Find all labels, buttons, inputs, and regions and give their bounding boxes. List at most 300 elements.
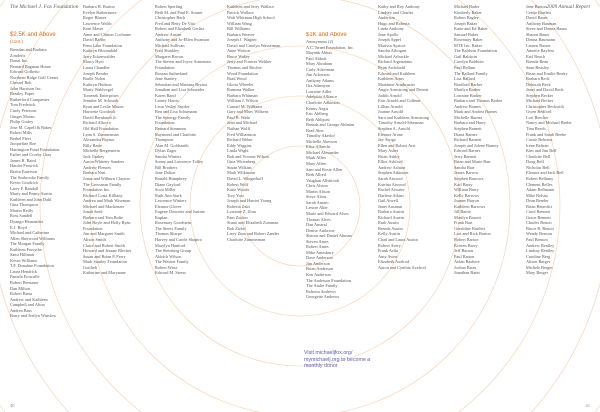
donor-name: Ellen and Robert Arzt	[378, 142, 416, 148]
donor-name: Andrea Bass	[10, 307, 32, 313]
donor-name: Marty and Penny Austin	[10, 191, 52, 197]
donor-name: Kathleen and Jerry Wallace	[227, 4, 275, 9]
donor-name: Beth Allred	[306, 172, 326, 178]
donor-name: Gail Atwell	[378, 198, 398, 204]
donor-name: Robert Wirtz	[155, 264, 178, 270]
donor-name: Raymond and Charlotte	[155, 131, 197, 137]
donor-name: Anne Wotton	[227, 48, 250, 54]
donor-name: Edward M. Steers	[155, 270, 186, 276]
donor-name: Diane Gaylord	[155, 181, 181, 187]
donor-name: Marianne Armbruster	[378, 81, 416, 87]
donor-name: Brenda Austin	[378, 225, 403, 231]
donor-name: Joanne Barron	[454, 198, 479, 204]
donor-name: Lawrence Walsh	[83, 20, 112, 26]
donor-name: Rosemary Goodstein	[155, 220, 192, 226]
donor-name: Michael and Catherine	[10, 230, 50, 236]
donor-name: Alan M. Goldsmith	[155, 142, 189, 148]
donor-name: Robert Mills	[10, 130, 32, 136]
donor-name: Mark Allen	[306, 155, 326, 161]
donor-name: Andrew Flenzes	[83, 164, 112, 170]
donor-name: Joseph Bender	[83, 70, 109, 76]
donor-name: Joseph and Harriet Young	[227, 198, 272, 204]
donor-name: Sarah Amaro	[306, 199, 329, 205]
donor-name: Ruth Ann Stark	[155, 192, 182, 198]
donor-name: Barbara and Thomas Barker	[454, 98, 503, 104]
donor-name: Sara and Kathleen Armstrong	[378, 114, 429, 120]
donor-name: Adam Bellmann	[526, 187, 555, 193]
donor-name: Dean Bender	[526, 198, 549, 204]
donor-name: Deborah Beck	[526, 81, 551, 87]
donor-name: Robert Barta	[10, 291, 33, 297]
donor-name: Nancy and Michael Beebe	[526, 120, 572, 126]
donor-name: David L. Wingerhoff	[227, 175, 264, 181]
donor-name: Christopher Beckwith	[526, 103, 564, 109]
donor-name: Katie and Ed Baker	[454, 26, 488, 32]
donor-name: Annette Bayless	[526, 48, 555, 54]
donor-name: Marissa Apricot	[378, 42, 406, 48]
donor-name: Lindsey and Charles	[378, 9, 414, 15]
donor-name: Bentley Paper	[10, 91, 35, 97]
donor-name: Lori Beecher	[526, 114, 549, 120]
donor-name: Michael Bader	[454, 4, 480, 9]
donor-name: The Morgan Family	[10, 241, 45, 247]
donor-name: Marty Waldvogel	[83, 87, 114, 93]
donor-name: Kathleen Arms	[378, 76, 404, 82]
donor-name: The Weston Family	[155, 259, 189, 265]
donor-name: The Ballard Family	[454, 70, 488, 76]
donor-name: Mary Berger	[526, 270, 548, 276]
donor-name: Alison Berger	[526, 259, 551, 265]
donor-name: Gina Thompson	[10, 202, 38, 208]
donor-name: Mary Asher	[378, 148, 399, 154]
donor-name: Lori and Rick Barton	[454, 231, 491, 237]
donor-name: Zonderis	[10, 52, 26, 58]
donor-name: Carolyn Baldwin	[454, 59, 484, 65]
donor-name: Thompson	[155, 137, 174, 143]
donor-name: Chessel Reh	[10, 80, 32, 86]
donor-name: Jonah Seed	[83, 209, 103, 215]
donor-name: Stephen Becker	[526, 92, 554, 98]
donor-name: Clement Belles	[526, 181, 553, 187]
donor-name: The Anderson Foundation	[306, 277, 351, 283]
donor-name: Tina Beech	[526, 126, 546, 132]
donor-name: Paul Bellum	[454, 65, 476, 71]
donor-name: Rosemary Baker	[454, 37, 483, 43]
donor-name: Frank Avila	[378, 248, 399, 254]
donor-name: Katie Woods	[227, 187, 250, 193]
donor-name: Jay Arrigo	[378, 137, 397, 143]
donor-name: Anthony Adams	[306, 77, 335, 83]
donor-name: Lorraine Z. Zinn	[227, 209, 256, 215]
donor-name: Jose M. Capell & Baker	[10, 124, 52, 130]
donor-column-1	[10, 32, 70, 319]
donor-name: The Steers Family	[155, 225, 187, 231]
donor-name: Andrew and Kathleen	[10, 296, 48, 302]
donor-name: Bob and Yvonne Wilson	[227, 153, 269, 159]
donor-name: Alexandra Baynor	[83, 137, 115, 143]
donor-name: Roger Bhater	[83, 15, 107, 21]
donor-name: Bernard Simmons	[155, 126, 187, 132]
donor-name: Andrea and Mark Wiseman	[83, 198, 131, 204]
donor-name: Mary Allen	[306, 161, 326, 167]
donor-name: Gloria Wheeler	[227, 81, 254, 87]
donor-name: Brenda Bean	[526, 59, 549, 65]
donor-column-5	[306, 32, 366, 300]
donor-name: Jonathan Bates	[454, 270, 480, 276]
donor-name: MTE Inc. Baker	[454, 42, 483, 48]
page-header-left: The Michael J. Fox Foundation	[10, 4, 79, 10]
donor-name: Christopher Bach	[155, 15, 186, 21]
donor-name: Campbell and Alton	[10, 302, 45, 308]
donor-name: Robert Bagley	[454, 15, 479, 21]
donor-name: Elizabeth Axelrod	[378, 259, 410, 265]
donor-name: Michelle Bergenstein	[83, 148, 120, 154]
donor-name: Jacqueline Roe	[10, 141, 37, 147]
donor-name: James Barrow	[454, 170, 479, 176]
donor-name: Nathan Wolff	[227, 126, 251, 132]
donor-name: Kathryn Bloomdahl	[83, 48, 118, 54]
donor-name: Brendan and Barbara	[10, 47, 47, 52]
donor-name: Michael Becker	[526, 98, 554, 104]
donor-name: Claire and Robert Smith	[83, 242, 125, 248]
donor-name: Charlotte Adkinson	[306, 100, 340, 106]
donor-name: Billy Barre	[83, 142, 103, 148]
donor-column-6	[378, 4, 438, 270]
donor-column-7	[454, 4, 514, 276]
donor-name: Dan Amaral	[306, 222, 327, 228]
donor-name: Kent Maser	[83, 26, 104, 32]
donor-name: Doug Bell	[526, 159, 544, 165]
donor-name: Martin Alston	[306, 188, 330, 194]
donor-name: Jerry and Frances Webber	[227, 59, 272, 65]
section-heading: $2.5K and Above	[10, 32, 56, 38]
donor-name: Karl Barry	[454, 181, 473, 187]
donor-name: Lindsay Bentley	[526, 248, 555, 254]
donor-name: Michael Sullivan	[155, 42, 185, 48]
donor-name: Stephen A. Arnold	[378, 126, 410, 132]
donor-name: T.F. Donahue Foundation	[10, 263, 54, 269]
donor-name: Jerry Barnett	[454, 153, 477, 159]
donor-name: Bertin Emerson	[10, 169, 38, 175]
donor-name: Brian Anderson	[306, 266, 334, 272]
donor-name: Foundation	[83, 225, 103, 231]
donor-name: Nicholas Bell	[526, 164, 550, 170]
donor-name: Gary and Mary Wilkens	[227, 109, 269, 115]
donor-name: Bob Zirkel	[227, 225, 246, 231]
page-header-right: 2009 Annual Report	[546, 4, 590, 10]
donor-name: Robert Bellamy	[526, 175, 554, 181]
donor-name: Fred and Betty De Vito	[155, 20, 195, 26]
donor-name: Brad Aker	[306, 127, 324, 133]
donor-name: Sean Beasley	[526, 65, 550, 71]
donor-name: Anonymous (2)	[306, 39, 334, 44]
donor-name: Paul Benson	[526, 236, 548, 242]
donor-name: Mayank Abbas	[306, 50, 332, 56]
donor-name: Brian and Marie Barr	[454, 159, 491, 165]
donor-name: Jennifer M. Schmidt	[83, 98, 119, 104]
donor-name: Kevin Goodrich	[10, 180, 38, 186]
donor-name: Scott Miller	[155, 187, 176, 193]
donor-name: Ceetje Bartlett	[526, 9, 551, 15]
donor-name: Geraldine Bartlett	[454, 225, 485, 231]
donor-name: Anne and Clinton Cochrane	[83, 31, 132, 37]
donor-name: Elise Albrecht	[306, 144, 331, 150]
donor-name: Denise Ambrose	[306, 227, 335, 233]
donor-name: Dylan Zager	[155, 148, 177, 154]
donor-name: Eleanor and Jack Bell	[526, 170, 564, 176]
donor-name: Northern Ridge Golf Center	[10, 74, 59, 80]
donor-name: Barbara Austin	[378, 209, 404, 215]
donor-name: Evelyn Rathermore	[83, 9, 117, 15]
donor-name: Angie Armstrong and Dennis	[378, 87, 429, 93]
donor-name: Samuel Baker	[454, 31, 479, 37]
donor-name: Pam Zucker	[227, 214, 248, 220]
donor-name: Ryan Archibald	[378, 65, 405, 71]
donor-name: Michael Arbuckle	[378, 53, 409, 59]
donor-name: Darlene Atkins	[378, 192, 404, 198]
donor-name: Joseph J. Wagner	[227, 37, 257, 43]
donor-name: Richard Austin	[378, 214, 404, 220]
donor-name: Rachel Atwater	[378, 187, 405, 193]
donor-name: Paul Barton	[454, 253, 475, 259]
donor-name: Barry and Jerilyn Winslow	[10, 313, 57, 319]
donor-column-4	[227, 4, 287, 243]
donor-name: A.C. Israel Foundation, Inc.	[306, 44, 355, 50]
donor-name: Mark and Andrea Barnes	[454, 109, 498, 115]
donor-name: Laura Chandler	[83, 65, 110, 71]
donor-name: David Bernhardt Jr.	[83, 114, 117, 120]
donor-name: Eugene Doucette and Justine	[155, 209, 205, 215]
donor-name: Lawrence Winters	[155, 198, 187, 204]
donor-name: Janet and David Beck	[526, 87, 564, 93]
donor-name: Mike Belsito	[526, 192, 549, 198]
donor-name: Lillian Arnold	[378, 103, 403, 109]
donor-name: Lainey Harris	[155, 98, 179, 104]
donor-name: David and Carolyn Wasserman	[227, 42, 281, 48]
donor-name: Earl Beach	[526, 53, 545, 59]
donor-name: Kimberly Baker	[454, 9, 482, 15]
donor-name: Dan Milton	[10, 285, 30, 291]
donor-name: Steve Alton	[306, 194, 327, 200]
donor-name: Katherine and Maryanne	[83, 270, 126, 276]
donor-name: Jonathan and Lisa Schneider	[155, 87, 205, 93]
donor-name: Andrew Ashton	[378, 164, 406, 170]
donor-name: Cindy Peterson	[10, 108, 37, 114]
donor-name: Aidan Bashore	[454, 259, 480, 265]
donor-name: Gina Wittenberg	[227, 159, 256, 165]
donor-name: Erin Arnold and Colleen	[378, 98, 421, 104]
donor-name: Brian and Emilie Beatty	[526, 70, 568, 76]
donor-name: Robert Ames	[306, 244, 329, 250]
donor-name: Barbara Whitman	[227, 92, 258, 98]
donor-name: Robert Barton	[454, 236, 479, 242]
donor-name: Elliot Ashford	[378, 159, 403, 165]
donor-name: Larry Zinn and Robert Zander	[227, 231, 280, 237]
donor-name: Joanne Arnold	[378, 109, 403, 115]
donor-name: Ross Sandell	[10, 213, 33, 219]
donor-name: Bernard Bagman Home	[10, 63, 51, 69]
donor-name: Joseph and Jolene Barney	[454, 142, 499, 148]
donor-name: Roberta Andrews	[306, 288, 336, 294]
donor-name: Caroline Berg	[526, 253, 551, 259]
donor-name: Ben and Lisa Schumann	[155, 109, 197, 115]
donor-name: Barbara Nast	[83, 170, 106, 176]
donor-name: Robert Sperling	[155, 4, 183, 9]
donor-name: Kathleen and John Dahl	[10, 196, 52, 202]
donor-name: Sharon and Daniel Altman	[306, 233, 352, 239]
donor-name: Fred Shinkley	[155, 48, 180, 54]
donor-name: Charles Benoit	[526, 220, 552, 226]
donor-name: Aldrich Wilson	[155, 253, 182, 259]
donor-name: Jim Anderson	[306, 260, 330, 266]
monthly-donor-callout: Visit michaeljfox.org/ mymichaelj.org to become a monthly donor	[304, 350, 371, 370]
donor-name: Walt Whitman High School	[227, 15, 275, 21]
donor-name: Kevin Williams	[10, 257, 38, 263]
donor-name: Bradford Barber	[454, 81, 483, 87]
donor-name: Michele Berger	[526, 264, 553, 270]
donor-name: Kathleen Forsythe	[10, 246, 42, 252]
donor-name: Aaron Whitney Sanders	[83, 159, 125, 165]
donor-name: Georgette Andrews	[306, 294, 340, 300]
donor-name: Sarah Atwood	[378, 175, 403, 181]
page-number-right: 41	[585, 403, 590, 408]
donor-name: Howard and Jeanne Blecher	[83, 248, 132, 254]
donor-name: Robert Wolf	[227, 181, 249, 187]
donor-name: Roberta Zaks	[227, 203, 251, 209]
donor-name: Gottlieb	[83, 264, 98, 270]
donor-name: Paul Abbott	[306, 55, 327, 61]
donor-name: Steve and Donna Baum	[526, 26, 567, 32]
donor-name: Margaret Brown	[155, 53, 184, 59]
donor-name: Jim Ackerson	[306, 72, 330, 78]
donor-name: E.J. Boyd	[10, 224, 27, 230]
donor-name: Barbara H. Barton	[83, 4, 115, 9]
donor-name: The Baldwin Foundation	[454, 48, 497, 54]
donor-name: Kathleen Barrows	[454, 203, 486, 209]
donor-name: Jerry Eckenwalder	[83, 53, 116, 59]
donor-name: Bruce Wakey	[227, 53, 251, 59]
donor-name: Esther and Crosby Gray	[10, 152, 52, 158]
donor-name: Wood Foundation	[227, 70, 258, 76]
donor-name: Andrew Barnes	[454, 103, 481, 109]
donor-name: Sami Hillman	[10, 252, 34, 258]
donor-name: Joseph Appel	[378, 37, 402, 43]
donor-name: John Boyle and Holly Ryan	[83, 220, 131, 226]
donor-name: Robert and Elizabeth Gerlitz	[155, 26, 205, 32]
page-number-left: 40	[10, 403, 15, 408]
donor-name: Robert Avery	[378, 242, 401, 248]
donor-name: Carol Bennett	[526, 209, 550, 215]
donor-name: Bartle Nolen	[83, 76, 106, 82]
donor-name: Sandra Arbogast	[378, 48, 407, 54]
donor-name: Kelly Barrows	[454, 192, 480, 198]
donor-name: Andrew Bentley	[526, 242, 555, 248]
donor-name: Timothy Akerlof	[306, 133, 335, 139]
donor-name: Sebastian and Mariana Bryant	[155, 81, 207, 87]
section-subheading: (cont.)	[10, 39, 24, 44]
donor-name: Mary Abraham	[306, 61, 333, 67]
donor-name: Sharon Bauer	[526, 31, 550, 37]
donor-name: Edward Golbetto	[10, 69, 40, 75]
donor-column-3	[155, 4, 215, 276]
donor-name: Katrina Atwood	[378, 181, 406, 187]
donor-name: Ginger Moran	[10, 113, 35, 119]
donor-name: Lenore Alter	[306, 205, 328, 211]
donor-name: Sandra Winters	[155, 153, 182, 159]
donor-name: Kim and Jim Bell	[526, 148, 557, 154]
donor-name: Jane Stanley	[155, 76, 177, 82]
section-heading: $1K and Above	[306, 32, 347, 38]
donor-name: Andrew Austin	[155, 31, 182, 37]
donor-name: Donat Inc.	[10, 58, 29, 64]
donor-name: Eleanor Glover	[155, 203, 182, 209]
donor-name: The Grossman Family	[83, 181, 122, 187]
donor-name: The Steven and Joyce Armenian	[155, 59, 211, 65]
donor-name: Eddy Wiggins	[227, 142, 252, 148]
donor-name: David Bauer	[526, 15, 548, 21]
donor-name: Alison Smith	[83, 236, 106, 242]
donor-name: Steven Ames	[306, 238, 329, 244]
donor-name: Diana Barnes	[454, 131, 478, 137]
donor-name: Pamela Froscalle	[10, 274, 40, 280]
donor-name: Thomas Alves	[306, 216, 331, 222]
donor-name: Rosana Sutherland	[155, 70, 188, 76]
donor-name: Thomas and Ritchie	[227, 65, 262, 71]
donor-name: Mark Wilkinson	[227, 170, 256, 176]
donor-name: Marylyn Hanford	[155, 242, 186, 248]
donor-name: Dyango Hernandez	[10, 218, 44, 224]
donor-name: Harrington Fund Foundation	[10, 146, 60, 152]
donor-name: Kathryn Hudson	[83, 81, 112, 87]
donor-name: Anderson	[378, 15, 395, 21]
donor-name: Gwen Bedford	[526, 109, 552, 115]
donor-name: Janet Ausman	[378, 203, 402, 209]
donor-name: Ora Adamyan	[306, 83, 330, 89]
donor-name: Laura Hendrick	[10, 268, 38, 274]
donor-name: Anthony and Jo-Ellen Swanson	[155, 37, 210, 43]
donor-name: Michelle Barnes	[454, 114, 483, 120]
donor-name: Barbara and Harry	[454, 120, 486, 126]
donor-name: Philip Grafey	[10, 119, 34, 125]
donor-name: Lynn S. Zimmerman	[83, 131, 119, 137]
donor-name: Barbara Weaver	[227, 31, 255, 37]
donor-name: Kenny Aegis	[306, 105, 329, 111]
donor-name: Anthony Bauman	[526, 20, 557, 26]
donor-name: Richard Weber	[227, 137, 253, 143]
donor-name: William Barry	[454, 187, 479, 193]
donor-name: Patrick Wallace	[227, 9, 254, 15]
donor-name: Bruce R. Benoit	[526, 225, 554, 231]
donor-name: Susan Wilkins	[227, 164, 252, 170]
donor-name: Fred Williamson	[227, 131, 256, 137]
donor-name: Ruth Austin	[378, 220, 399, 226]
donor-name: Harriet Fenwick	[10, 163, 39, 169]
donor-name: Lauren Baxter	[526, 42, 551, 48]
donor-name: Robert Bernauer	[10, 279, 39, 285]
donor-name: Michael and Mackenzie	[83, 203, 125, 209]
donor-name: Lorraine Barker	[454, 92, 482, 98]
donor-name: Jane Apollo	[378, 31, 399, 37]
donor-name: Stephen Barrows	[454, 175, 484, 181]
donor-name: Carmel M. Williams	[227, 103, 263, 109]
donor-name: Jill Barrie	[454, 209, 472, 215]
donor-name: Tomesek Enterprises	[83, 92, 119, 98]
donor-name: Barbara and Tom Bolte	[83, 214, 124, 220]
donor-name: Jim and Margaret Smith	[83, 231, 125, 237]
donor-name: Grace Bennett	[526, 214, 551, 220]
donor-name: Stephen Barnett	[454, 126, 482, 132]
donor-name: Paul B. Wade	[227, 114, 251, 120]
